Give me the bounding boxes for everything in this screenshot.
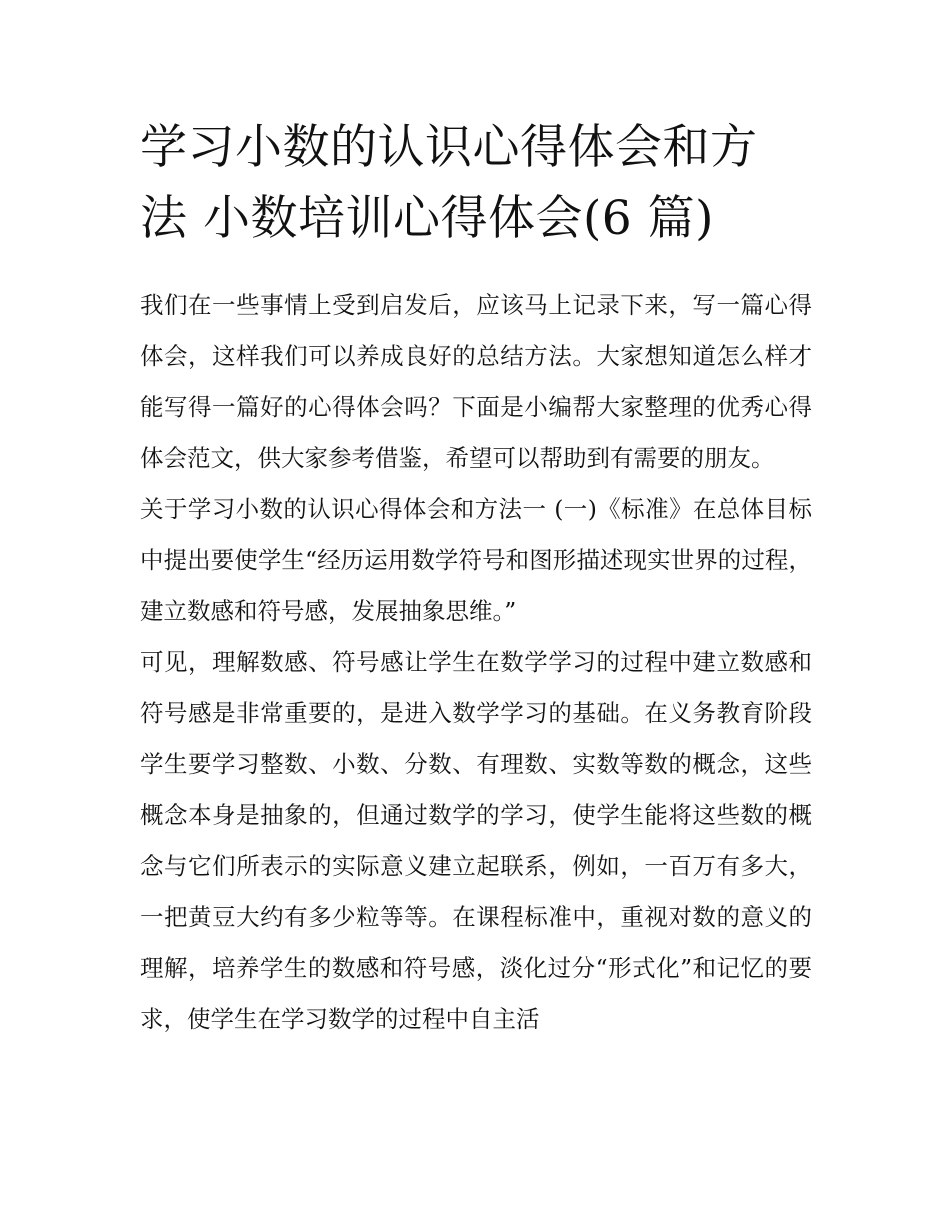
title-line-2: 法 小数培训心得体会(6 篇) (140, 191, 714, 246)
title-line-1: 学习小数的认识心得体会和方 (140, 120, 758, 175)
method-one-paragraph: 关于学习小数的认识心得体会和方法一 (一)《标准》在总体目标中提出要使学生“经历运用数学符号和图形描述现实世界的过程，建立数感和符号感，发展抽象思维。” (140, 495, 812, 625)
document-body (140, 280, 812, 1045)
document-title (140, 112, 820, 254)
number-sense-paragraph: 可见，理解数感、符号感让学生在数学学习的过程中建立数感和符号感是非常重要的，是进入数学学习的基础。在义务教育阶段学生要学习整数、小数、分数、有理数、实数等数的概念，这些概念本身是抽象的，但通过数学的学习，使学生能将这些数的概念与它们所表示的实际意义建立起联系，例如，一百万有多大，一把黄豆大约有多少粒等等。在课程标准中，重视对数的意义的理解，培养学生的数感和符号感，淡化过分“形式化”和记忆的要求，使学生在学习数学的过程中自主活 (140, 648, 812, 1033)
intro-paragraph: 我们在一些事情上受到启发后，应该马上记录下来，写一篇心得体会，这样我们可以养成良好的总结方法。大家想知道怎么样才能写得一篇好的心得体会吗？下面是小编帮大家整理的优秀心得体会范文，供大家参考借鉴，希望可以帮助到有需要的朋友。 (140, 291, 812, 472)
